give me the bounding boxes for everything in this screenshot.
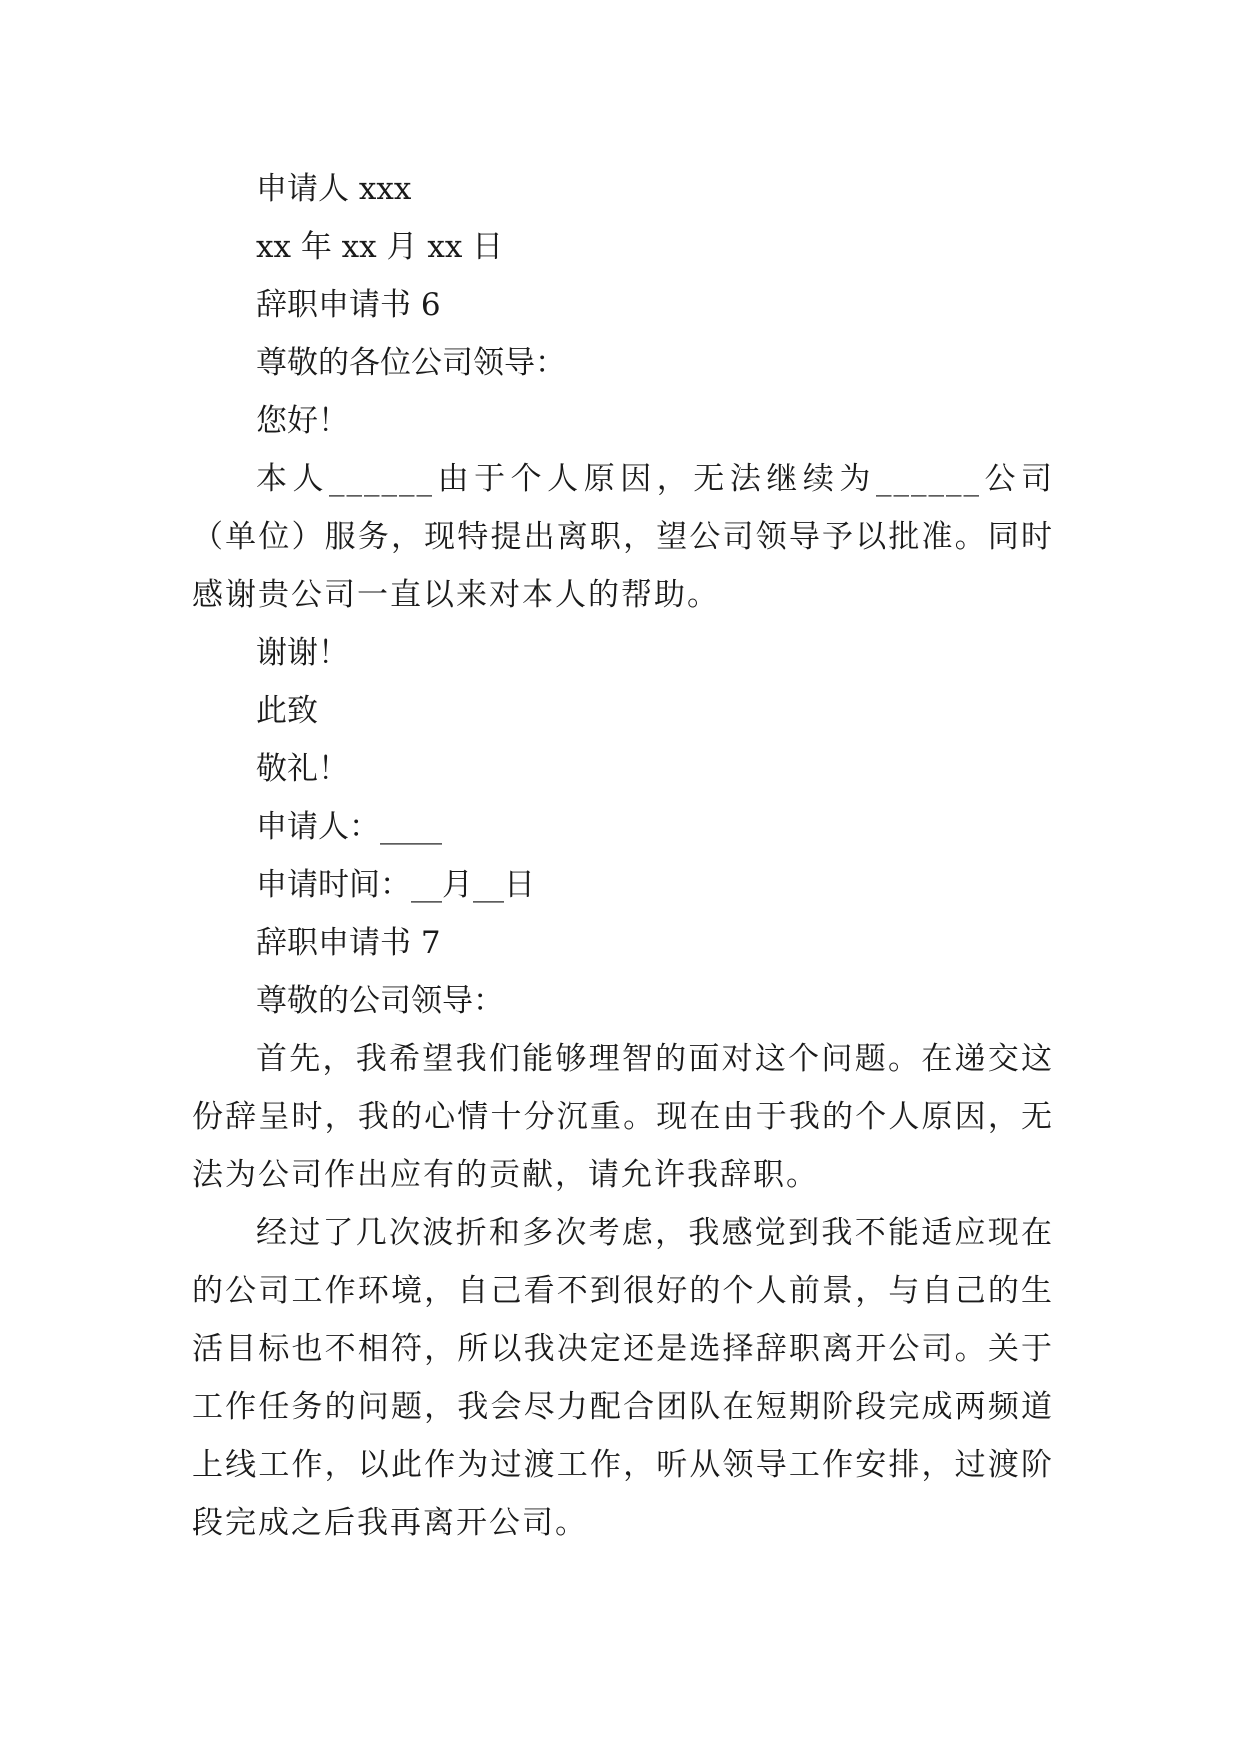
greeting: 您好！ bbox=[256, 403, 349, 439]
thanks-line: 谢谢！ bbox=[256, 635, 349, 671]
body-paragraph-2: 首先，我希望我们能够理智的面对这个问题。在递交这份辞呈时，我的心情十分沉重。现在由于我的个人原因，无法为公司作出应有的贡献，请允许我辞职。 bbox=[192, 1041, 1054, 1193]
regards-line: 敬礼！ bbox=[256, 751, 349, 787]
salutation: 尊敬的各位公司领导： bbox=[256, 345, 566, 381]
body-paragraph-1: 本人______由于个人原因，无法继续为______公司（单位）服务，现特提出离职，望公司领导予以批准。同时感谢贵公司一直以来对本人的帮助。 bbox=[192, 461, 1054, 613]
body-paragraph-3: 经过了几次波折和多次考虑，我感觉到我不能适应现在的公司工作环境，自己看不到很好的个人前景，与自己的生活目标也不相符，所以我决定还是选择辞职离开公司。关于工作任务的问题，我会尽力配合团队在短期阶段完成两频道上线工作，以此作为过渡工作，听从领导工作安排，过渡阶段完成之后我再离开公司。 bbox=[192, 1215, 1054, 1541]
letter-title-6: 辞职申请书 6 bbox=[256, 287, 441, 323]
letter-title-7: 辞职申请书 7 bbox=[256, 925, 441, 961]
application-date-line: 申请时间：__月__日 bbox=[256, 867, 535, 903]
document-body bbox=[192, 160, 1054, 1552]
salutation-2: 尊敬的公司领导： bbox=[256, 983, 504, 1019]
closing-line: 此致 bbox=[256, 693, 318, 729]
date-line: xx 年 xx 月 xx 日 bbox=[256, 229, 504, 265]
applicant-signature-line: 申请人：____ bbox=[256, 809, 442, 845]
applicant-line: 申请人 xxx bbox=[256, 171, 412, 207]
